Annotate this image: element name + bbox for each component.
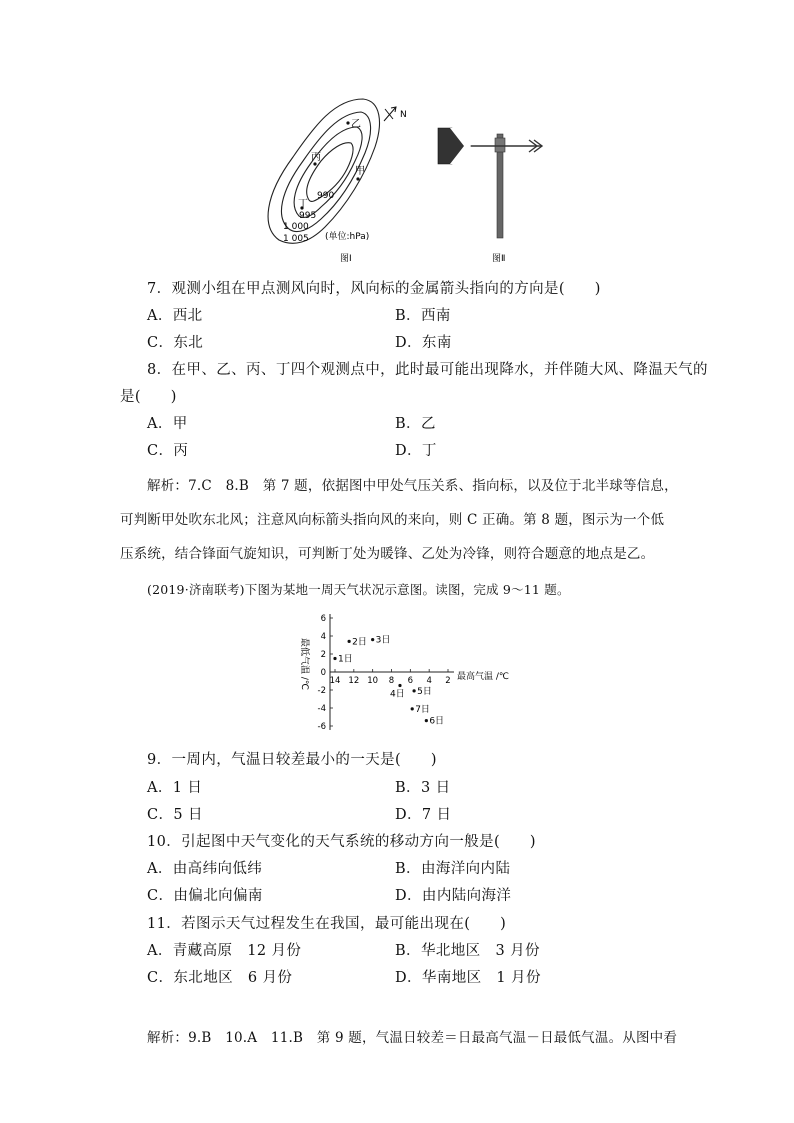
q9-option-a: A．1 日	[147, 780, 203, 796]
figure-1-caption: 图Ⅰ	[340, 254, 352, 264]
data-point-label: 3日	[375, 635, 391, 646]
x-tick-label: 6	[407, 676, 414, 686]
x-tick-label: 12	[348, 676, 360, 686]
question-8-stem-line2: 是( )	[120, 389, 177, 405]
q7-option-a: A．西北	[147, 308, 203, 324]
isobar-label-995: 995	[299, 211, 317, 221]
data-point	[398, 684, 401, 687]
data-point	[413, 689, 416, 692]
q9-option-d: D．7 日	[395, 807, 452, 823]
question-8-stem-line1: 8．在甲、乙、丙、丁四个观测点中，此时最可能出现降水，并伴随大风、降温天气的	[147, 362, 708, 378]
q7-option-c: C．东北	[147, 335, 204, 351]
q10-option-b: B．由海洋向内陆	[395, 861, 511, 877]
isobar-label-1005: 1 005	[283, 234, 309, 244]
q8-option-c: C．丙	[147, 443, 189, 459]
y-tick-label: -2	[317, 686, 326, 696]
y-tick-label: 0	[320, 668, 326, 678]
q10-option-d: D．由内陆向海洋	[395, 888, 512, 904]
point-jia-label: 甲	[355, 166, 365, 177]
data-point-label: 6日	[429, 716, 445, 727]
y-axis-label: 最低气温 /℃	[299, 638, 309, 691]
y-tick-label: 6	[320, 614, 326, 624]
y-tick-label: 2	[320, 650, 326, 660]
explanation-9-11-line1: 解析：9.B 10.A 11.B 第 9 题，气温日较差＝日最高气温－日最低气温。从图中看	[147, 1030, 678, 1046]
q11-option-d: D．华南地区 1 月份	[395, 970, 541, 986]
x-axis-label: 最高气温 /℃	[457, 672, 510, 682]
q7-option-b: B．西南	[395, 308, 451, 324]
q8-option-b: B．乙	[395, 416, 436, 432]
point-ding-label: 丁	[298, 199, 308, 210]
explanation-7-8-line2: 可判断甲处吹东北风；注意风向标箭头指向风的来向，则 C 正确。第 8 题，图示为一个低	[120, 512, 665, 528]
data-point	[411, 707, 414, 710]
data-point-label: 1日	[338, 654, 353, 665]
x-tick-label: 4	[426, 676, 432, 686]
data-point	[371, 638, 374, 641]
point-bing-label: 丙	[311, 152, 321, 163]
q10-option-a: A．由高纬向低纬	[147, 861, 263, 877]
y-tick-label: -6	[317, 722, 326, 732]
q10-option-c: C．由偏北向偏南	[147, 888, 263, 904]
data-point-label: 4日	[389, 689, 405, 700]
q8-option-d: D．丁	[395, 443, 437, 459]
temperature-scatter-chart	[290, 608, 540, 738]
data-point	[333, 657, 336, 660]
x-tick-label: 2	[445, 676, 451, 686]
unit-label: (单位:hPa)	[325, 232, 370, 242]
isobar-label-990: 990	[317, 191, 335, 201]
q11-option-b: B．华北地区 3 月份	[395, 943, 540, 959]
x-tick-label: 14	[329, 676, 341, 686]
vane-tail-icon	[438, 128, 471, 164]
data-point-label: 2日	[352, 637, 367, 648]
point-yi-label: 乙	[351, 119, 361, 130]
isobar-label-1000: 1 000	[283, 222, 309, 232]
question-11-stem: 11．若图示天气过程发生在我国，最可能出现在( )	[147, 916, 507, 932]
x-tick-label: 10	[367, 676, 379, 686]
data-point-label: 5日	[417, 686, 432, 697]
data-point-label: 7日	[415, 704, 430, 715]
explanation-7-8-line1: 解析：7.C 8.B 第 7 题，依据图中甲处气压关系、指向标，以及位于北半球等信息，	[147, 478, 678, 494]
point-yi-dot	[346, 121, 349, 124]
north-arrow-icon	[384, 107, 396, 121]
q11-option-c: C．东北地区 6 月份	[147, 970, 293, 986]
question-9-stem: 9．一周内，气温日较差最小的一天是( )	[147, 752, 437, 768]
q8-option-a: A．甲	[147, 416, 188, 432]
wind-vane-figure	[430, 120, 560, 265]
q9-option-c: C．5 日	[147, 807, 203, 823]
isobar-map-figure	[255, 95, 435, 265]
x-tick-label: 8	[388, 676, 395, 686]
y-tick-label: 4	[320, 632, 326, 642]
point-jia-dot	[356, 177, 359, 180]
vane-hub	[495, 138, 505, 152]
y-tick-label: -4	[317, 704, 326, 714]
explanation-7-8-line3: 压系统，结合锋面气旋知识，可判断丁处为暖锋、乙处为冷锋，则符合题意的地点是乙。	[120, 546, 655, 562]
q7-option-d: D．东南	[395, 335, 452, 351]
question-7-stem: 7．观测小组在甲点测风向时，风向标的金属箭头指向的方向是( )	[147, 281, 601, 297]
data-point	[348, 640, 351, 643]
intro-9-11: (2019·济南联考)下图为某地一周天气状况示意图。读图，完成 9～11 题。	[147, 582, 570, 597]
north-label: N	[400, 110, 407, 120]
q9-option-b: B．3 日	[395, 780, 451, 796]
figure-2-caption: 图Ⅱ	[492, 254, 506, 264]
q11-option-a: A．青藏高原 12 月份	[147, 943, 302, 959]
data-point	[425, 719, 428, 722]
question-10-stem: 10．引起图中天气变化的天气系统的移动方向一般是( )	[147, 834, 536, 850]
